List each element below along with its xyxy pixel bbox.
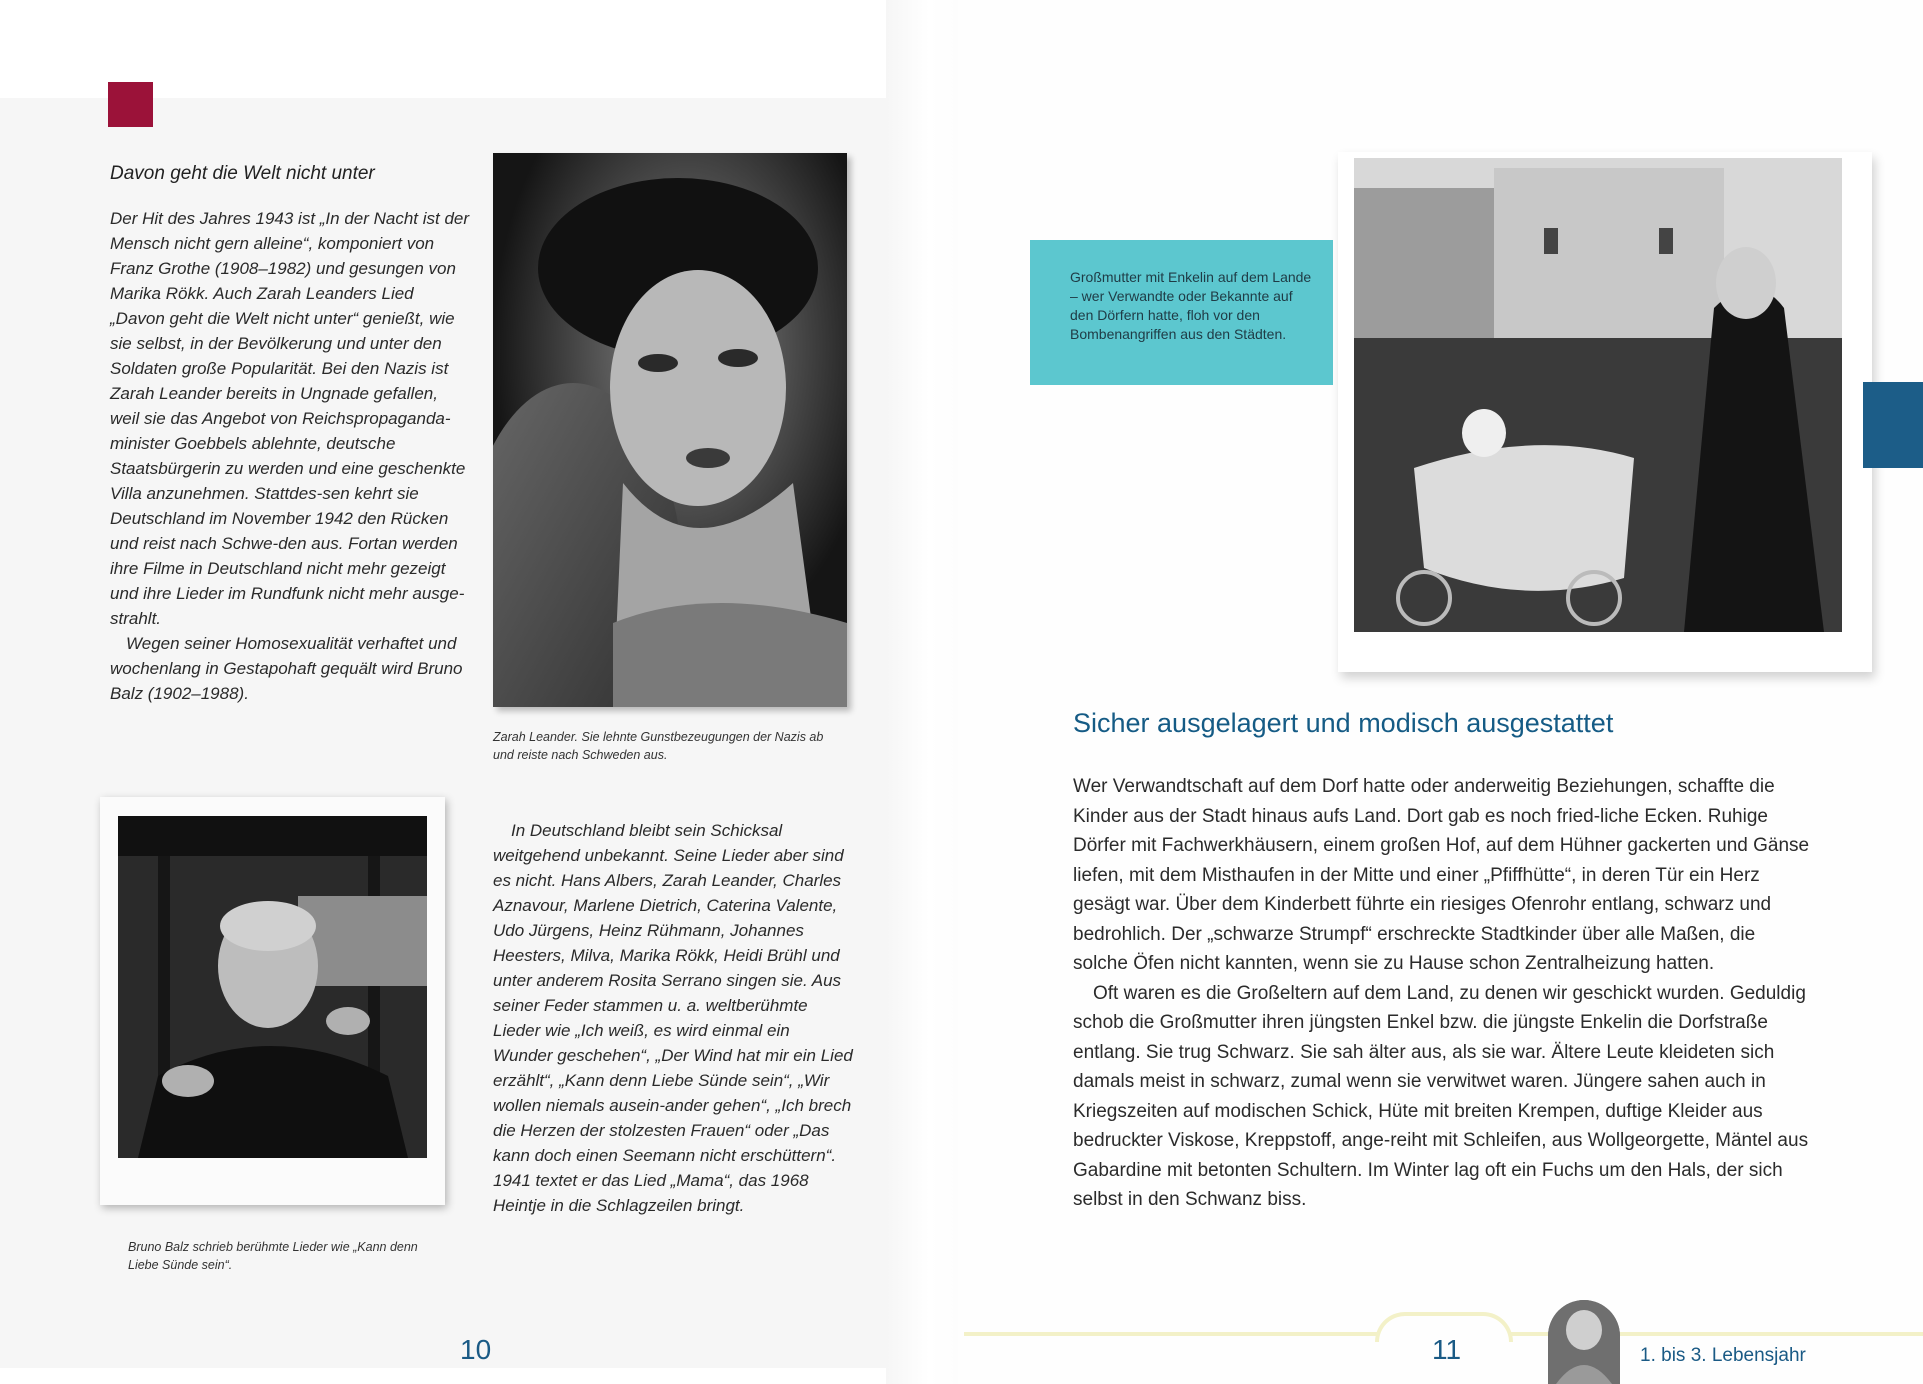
right-paragraph: Wer Verwandtschaft auf dem Dorf hatte oder anderweitig Beziehungen, schaffte die Kinder aus der Stadt hinaus aufs Land. Dort gab es noch fried-liche Ecken. Ruhige Dörfer mit Fachwerkhäusern, einem großen Hof, auf dem Hühner gackerten und Gänse liefen, mit dem Misthaufen in der Mitte und einer „Pfiffhütte“, in deren Tür ein Herz gesägt war. Über dem Kinderbett führte ein riesiges Ofenrohr entlang, schwarz und bedrohlich. Der „schwarze Strumpf“ erschreckte Stadtkinder über alle Maßen, die solche Öfen nicht kannten, wenn sie zu Hause schon Zentralheizung hatten. <box>1073 776 1810 974</box>
photo-info-box: Großmutter mit Enkelin auf dem Lande – wer Verwandte oder Bekannte auf den Dörfern hatte, floh vor den Bombenangriffen aus den Städten. <box>1030 240 1333 385</box>
bruno-balz-photo <box>118 816 427 1158</box>
grandmother-pram-photo <box>1354 158 1842 632</box>
zarah-leander-photo <box>493 153 847 707</box>
book-fold <box>886 0 958 1384</box>
right-body-text <box>1073 772 1813 1215</box>
page-number-left: 10 <box>460 1334 492 1365</box>
left-paragraph: Wegen seiner Homosexualität verhaftet und wochenlang in Gestapohaft gequält wird Bruno Balz (1902–1988). <box>110 634 463 703</box>
side-tab-marker <box>1863 382 1923 468</box>
left-paragraph-2: In Deutschland bleibt sein Schicksal weitgehend unbekannt. Seine Lieder aber sind es nicht. Hans Albers, Zarah Leander, Charles Aznavour, Marlene Dietrich, Caterina Valente, Udo Jürgens, Heinz Rühmann, Johannes Heesters, Milva, Marika Rökk, Heidi Brühl und unter anderem Rosita Serrano singen sie. Aus seiner Feder stammen u. a. weltberühmte Lieder wie „Ich weiß, es wird einmal ein Wunder geschehen“, „Der Wind hat mir ein Lied erzählt“, „Kann denn Liebe Sünde sein“, „Wir wollen niemals ausein-ander gehen“, „Ich brech die Herzen der stolzesten Frauen“ oder „Das kann doch einen Seemann nicht erschüttern“. 1941 textet er das Lied „Mama“, das 1968 Heintje in die Schlagzeilen bringt. <box>493 821 853 1215</box>
bruno-photo-caption: Bruno Balz schrieb berühmte Lieder wie „Kann denn Liebe Sünde sein“. <box>128 1240 418 1272</box>
section-marker <box>108 82 153 127</box>
age-range-label: 1. bis 3. Lebensjahr <box>1640 1345 1806 1366</box>
left-body-text-2 <box>493 818 853 1218</box>
zarah-photo-caption: Zarah Leander. Sie lehnte Gunstbezeugungen der Nazis ab und reiste nach Schweden aus. <box>493 730 824 762</box>
right-heading: Sicher ausgelagert und modisch ausgestattet <box>1073 708 1614 738</box>
page-number-right: 11 <box>1432 1334 1462 1365</box>
right-paragraph: Oft waren es die Großeltern auf dem Land, zu denen wir geschickt wurden. Geduldig schob die Großmutter ihren jüngsten Enkel bzw. die jüngste Enkelin die Dorfstraße entlang. Sie trug Schwarz. Sie sah älter aus, als sie war. Ältere Leute kleideten sich damals meist in schwarz, zumal wenn sie verwitwet waren. Jüngere sahen auch in Kriegszeiten auf modischen Schick, Hüte mit breiten Krempen, duftige Kleider aus bedruckter Viskose, Kreppstoff, ange-reiht mit Schleifen, aus Wollgeorgette, Mäntel aus Gabardine mit betonten Schultern. Im Winter lag oft ein Fuchs um den Hals, der sich selbst in den Schwanz biss. <box>1073 982 1809 1210</box>
baby-portrait-icon <box>1548 1300 1620 1384</box>
left-heading: Davon geht die Welt nicht unter <box>110 163 375 184</box>
left-paragraph: Der Hit des Jahres 1943 ist „In der Nacht ist der Mensch nicht gern alleine“, komponiert von Franz Grothe (1908–1982) und gesungen von Marika Rökk. Auch Zarah Leanders Lied „Davon geht die Welt nicht unter“ genießt, wie sie selbst, in der Bevölkerung und unter den Soldaten große Popularität. Bei den Nazis ist Zarah Leander bereits in Ungnade gefallen, weil sie das Angebot von Reichspropaganda-minister Goebbels ablehnte, deutsche Staatsbürgerin zu werden und eine geschenkte Villa anzunehmen. Stattdes-sen kehrt sie Deutschland im November 1942 den Rücken und reist nach Schwe-den aus. Fortan werden ihre Filme in Deutschland nicht mehr gezeigt und ihre Lieder im Rundfunk nicht mehr ausge-strahlt. <box>110 209 470 628</box>
left-body-text <box>110 206 470 706</box>
